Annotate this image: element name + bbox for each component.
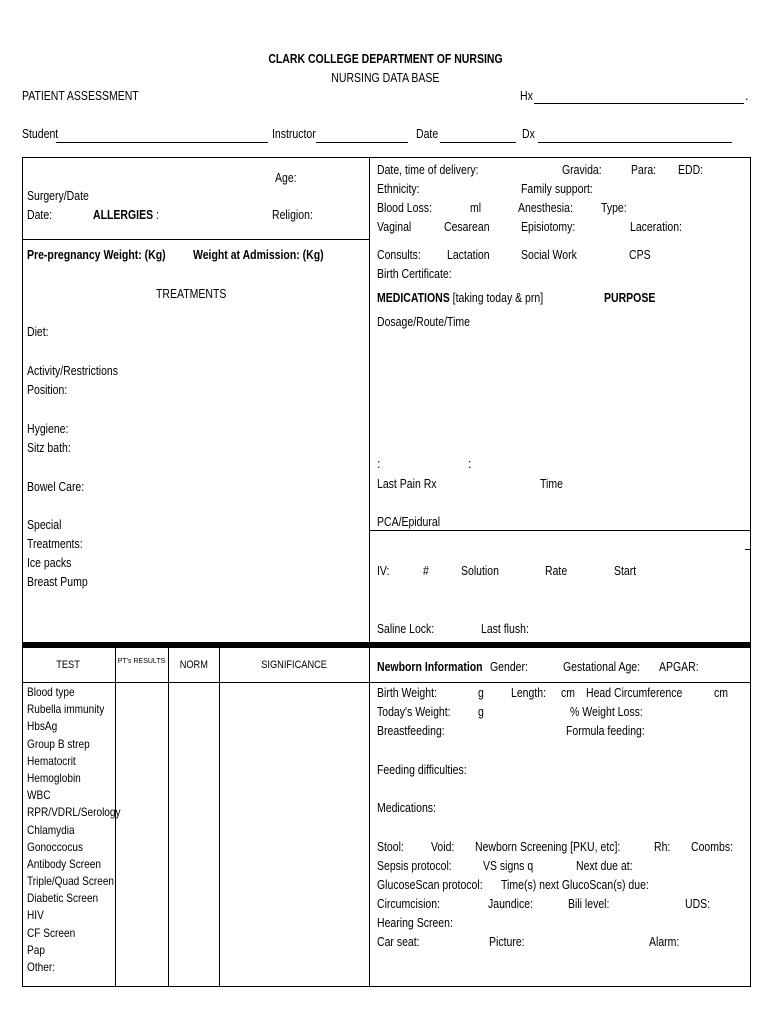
col-header-test: TEST [56,659,81,671]
table-header-line [22,682,751,683]
cesarean-label: Cesarean [444,220,490,234]
cps-label: CPS [629,248,651,262]
delivery-label: Date, time of delivery: [377,163,479,177]
lab-test-item: Hemoglobin [27,770,81,785]
lab-test-item: RPR/VDRL/Serology [27,805,121,820]
ice-packs-label: Ice packs [27,556,72,570]
lab-test-item: Hematocrit [27,753,76,768]
void-label: Void: [431,840,455,854]
lactation-label: Lactation [447,248,490,262]
hygiene-label: Hygiene: [27,422,69,436]
age-label: Age: [275,171,297,185]
breastfeeding-label: Breastfeeding: [377,724,445,738]
lab-test-item: Pap [27,942,45,957]
bili-level-label: Bili level: [568,897,610,911]
last-flush-label: Last flush: [481,622,529,636]
last-pain-label: Last Pain Rx [377,477,437,491]
position-label: Position: [27,383,68,397]
lab-test-list [27,685,138,977]
surgery-date-label: Surgery/Date [27,189,89,203]
hearing-screen-label: Hearing Screen: [377,916,453,930]
sitz-bath-label: Sitz bath: [27,441,71,455]
col-header-significance: SIGNIFICANCE [261,659,327,671]
lab-test-item: Diabetic Screen [27,891,99,906]
alarm-label: Alarm: [649,935,680,949]
activity-label: Activity/Restrictions [27,364,119,378]
consults-label: Consults: [377,248,421,262]
gestational-age-label: Gestational Age: [563,660,641,674]
social-work-label: Social Work [521,248,577,262]
lab-test-item: HIV [27,908,44,923]
pca-label: PCA/Epidural [377,515,441,529]
col-line-3 [219,648,220,986]
glucose-protocol-label: GlucoseScan protocol: [377,878,483,892]
sepsis-protocol-label: Sepsis protocol: [377,859,452,873]
laceration-label: Laceration: [630,220,682,234]
newborn-medications-label: Medications: [377,801,436,815]
apgar-label: APGAR: [659,660,699,674]
hx-period: . [745,89,749,103]
feeding-difficulties-label: Feeding difficulties: [377,763,467,777]
student-field[interactable] [56,142,268,143]
breast-pump-label: Breast Pump [27,575,88,589]
coombs-label: Coombs: [691,840,734,854]
para-label: Para: [631,163,657,177]
car-seat-label: Car seat: [377,935,420,949]
lab-test-item: Rubella immunity [27,702,105,717]
dx-field[interactable] [538,142,732,143]
newborn-screening-label: Newborn Screening [PKU, etc]: [475,840,621,854]
picture-label: Picture: [489,935,525,949]
treatments-heading: TREATMENTS [156,287,227,301]
admission-weight-label: Weight at Admission: (Kg) [193,248,324,262]
iv-number-label: # [423,564,429,578]
birth-weight-unit: g [478,686,484,700]
ml-unit: ml [470,201,482,215]
prepregnancy-weight-label: Pre-pregnancy Weight: (Kg) [27,248,166,262]
head-circumference-label: Head Circumference [586,686,683,700]
lab-test-item: CF Screen [27,925,76,940]
lab-test-item: Blood type [27,685,75,699]
right-tick [745,549,751,550]
hx-field[interactable] [534,103,744,104]
iv-label: IV: [377,564,390,578]
lab-test-item: Other: [27,960,56,974]
length-label: Length: [511,686,547,700]
gravida-label: Gravida: [562,163,602,177]
birth-weight-label: Birth Weight: [377,686,437,700]
col-line-2 [168,648,169,986]
col-header-results: PT's RESULTS [117,658,166,665]
right-divider-1 [369,530,751,531]
gender-label: Gender: [490,660,528,674]
date-field-label: Date: [27,208,53,222]
solution-label: Solution [461,564,499,578]
dosage-label: Dosage/Route/Time [377,315,470,329]
circumcision-label: Circumcision: [377,897,441,911]
dx-label: Dx [522,127,535,141]
frame-left [22,157,23,987]
edd-label: EDD: [678,163,704,177]
lab-test-item: HbsAg [27,719,58,734]
saline-lock-label: Saline Lock: [377,622,435,636]
todays-weight-unit: g [478,705,484,719]
head-circumference-unit: cm [714,686,729,700]
birth-certificate-label: Birth Certificate: [377,267,452,281]
rate-label: Rate [545,564,568,578]
newborn-heading: Newborn Information [377,660,483,674]
time-colon-2: : [468,457,472,471]
lab-test-item: Triple/Quad Screen [27,874,115,889]
uds-label: UDS: [685,897,711,911]
col-header-norm: NORM [179,659,208,671]
religion-label: Religion: [272,208,313,222]
lab-test-item: Gonoccocus [27,839,84,854]
student-label: Student [22,127,59,141]
form-subtitle: NURSING DATA BASE [330,71,440,85]
bowel-care-label: Bowel Care: [27,480,85,494]
instructor-field[interactable] [316,142,408,143]
length-unit: cm [561,686,576,700]
instructor-label: Instructor [272,127,316,141]
ethnicity-label: Ethnicity: [377,182,420,196]
lab-test-item: Antibody Screen [27,856,101,871]
date-field[interactable] [440,142,516,143]
allergies-label: ALLERGIES : [93,208,159,222]
lab-test-item: Group B strep [27,736,90,751]
stool-label: Stool: [377,840,404,854]
diet-label: Diet: [27,325,49,339]
time-colon-1: : [377,457,381,471]
anesthesia-label: Anesthesia: [518,201,573,215]
thick-divider [22,642,751,648]
vs-signs-label: VS signs q [483,859,534,873]
patient-assessment-label: PATIENT ASSESSMENT [22,89,139,103]
special-label: Special [27,518,62,532]
lab-test-item: WBC [27,788,51,803]
medications-heading: MEDICATIONS [taking today & prn] [377,291,544,305]
special-treatments-label: Treatments: [27,537,83,551]
frame-top [22,157,751,158]
rh-label: Rh: [654,840,671,854]
episiotomy-label: Episiotomy: [521,220,576,234]
start-label: Start [614,564,637,578]
glucoscan-times-label: Time(s) next GlucoScan(s) due: [501,878,649,892]
jaundice-label: Jaundice: [488,897,533,911]
center-divider [369,157,370,986]
time-label: Time [540,477,563,491]
todays-weight-label: Today's Weight: [377,705,451,719]
next-due-label: Next due at: [576,859,633,873]
lab-test-item: Chlamydia [27,822,75,837]
hx-label: Hx [520,89,533,103]
vaginal-label: Vaginal [377,220,412,234]
formula-feeding-label: Formula feeding: [566,724,645,738]
weight-loss-label: % Weight Loss: [570,705,643,719]
frame-right [750,157,751,987]
type-label: Type: [601,201,627,215]
blood-loss-label: Blood Loss: [377,201,432,215]
form-title: CLARK COLLEGE DEPARTMENT OF NURSING [267,52,503,66]
date-label: Date [416,127,439,141]
left-divider-1 [22,239,369,240]
family-support-label: Family support: [521,182,593,196]
frame-bottom [22,986,751,987]
purpose-heading: PURPOSE [604,291,656,305]
